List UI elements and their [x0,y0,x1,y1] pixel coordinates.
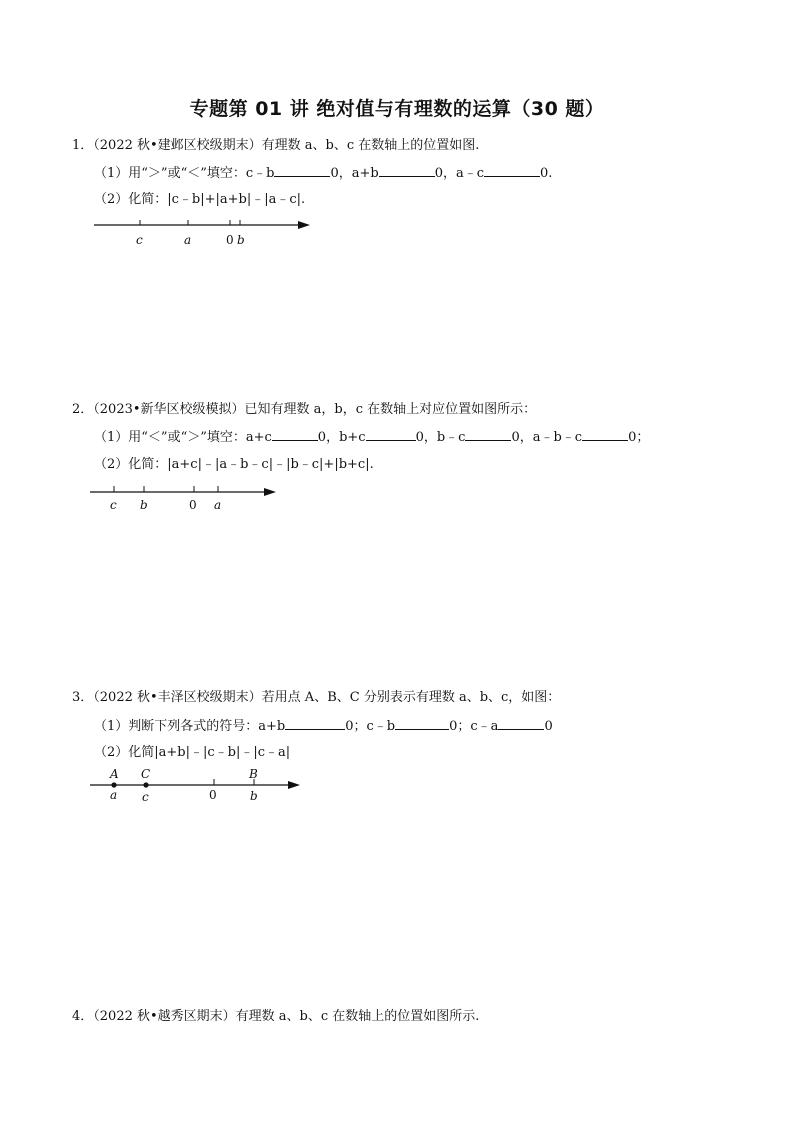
number-line-1 [88,215,318,251]
axis-label: b [237,233,245,247]
arrow-icon [264,488,276,496]
problem-1-header [72,137,479,155]
expr: 0，b+c [317,430,366,445]
expr: a+b [258,719,286,734]
page-title: 专题第 01 讲 绝对值与有理数的运算（30 题） [189,98,605,120]
problem-source: （2022 秋•越秀区期末） [93,1009,236,1024]
axis-label: b [250,789,258,803]
part1-prefix: （1）判断下列各式的符号： [94,719,259,734]
problem-2-part2: （2）化简：|a+c|﹣|a﹣b﹣c|﹣|b﹣c|+|b+c|. [94,457,374,472]
problem-source: （2023•新华区校级模拟） [93,402,245,417]
expr: 0，a+b [330,166,379,181]
expr: 0； [628,430,650,445]
problem-number: 3． [72,690,94,705]
problem-1-part2: （2）化简：|c﹣b|+|a+b|﹣|a﹣c|. [94,192,306,207]
axis-label: 0 [209,788,217,802]
axis-label: 0 [189,498,197,512]
point-c [143,782,148,787]
problem-stem: 有理数 a、b、c 在数轴上的位置如图. [261,138,480,153]
answer-blank[interactable] [582,428,628,441]
problem-1-part1 [94,164,552,183]
axis-label: b [140,498,148,512]
answer-blank[interactable] [498,717,544,730]
problem-stem: 已知有理数 a，b，c 在数轴上对应位置如图所示： [244,402,537,417]
answer-blank[interactable] [272,428,318,441]
point-label: B [249,767,258,781]
problem-source: （2022 秋•丰泽区校级期末） [93,690,262,705]
answer-blank[interactable] [285,717,345,730]
part1-prefix: （1）用“＜”或“＞”填空： [94,430,246,445]
axis-label: a [184,233,192,247]
problem-number: 2． [72,402,94,417]
expr: 0，b﹣c [415,430,466,445]
point-label: C [141,767,151,781]
problem-stem: 若用点 A、B、C 分别表示有理数 a、b、c，如图： [261,690,561,705]
arrow-icon [288,781,300,789]
expr: 0，a﹣c [434,166,485,181]
answer-blank[interactable] [379,164,435,177]
expr: 0，a﹣b﹣c [511,430,583,445]
number-line-2 [86,482,286,516]
problem-2-part1 [94,428,649,447]
axis-label: c [142,790,149,804]
answer-blank[interactable] [274,164,330,177]
problem-source: （2022 秋•建邺区校级期末） [93,138,262,153]
arrow-icon [298,221,310,229]
expr: 0；c﹣a [449,719,499,734]
problem-number: 4． [72,1009,94,1024]
answer-blank[interactable] [484,164,540,177]
axis-label: a [214,498,222,512]
part1-prefix: （1）用“＞”或“＜”填空： [94,166,246,181]
expr: 0；c﹣b [345,719,396,734]
answer-blank[interactable] [366,428,416,441]
problem-2-header [72,401,536,419]
answer-blank[interactable] [465,428,511,441]
expr: 0 [544,719,553,734]
problem-3-part2: （2）化简|a+b|﹣|c﹣b|﹣|c﹣a| [94,745,291,760]
point-label: A [110,767,119,781]
expr: a+c [245,430,272,445]
axis-label: c [136,233,143,247]
expr: c﹣b [245,166,275,181]
axis-label: c [110,498,117,512]
point-a [111,782,116,787]
problem-3-part1 [94,717,553,736]
number-line-3 [86,766,310,806]
problem-number: 1． [72,138,94,153]
expr: 0. [540,166,553,181]
axis-label: 0 [226,233,234,247]
axis-label: a [110,788,118,802]
problem-4-header [72,1008,479,1026]
problem-3-header [72,689,560,707]
answer-blank[interactable] [395,717,449,730]
problem-stem: 有理数 a、b、c 在数轴上的位置如图所示. [235,1009,480,1024]
